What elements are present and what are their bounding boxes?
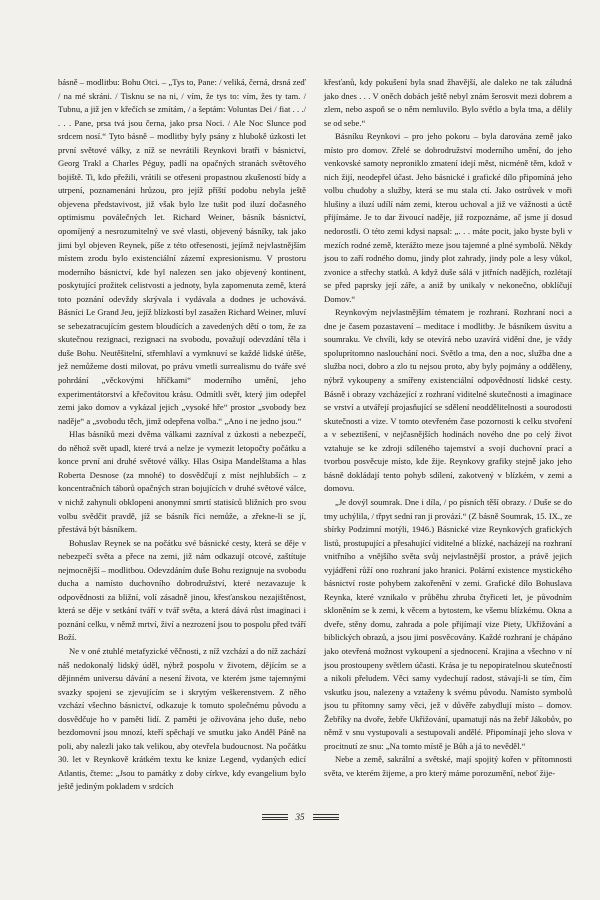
paragraph: Hlas básníků mezi dvěma válkami zazníval z úzkosti a nebezpečí, do něhož svět upadl, které trvá a nelze je vymezit letopočty počátku a konce první ani druhé světové války. Hlas Osipa Mandelštama a hlas Roberta Desnose (za mnohé) to dosvědčují z míst nejhlubších – z koncentračních táborů opačných stran bojujících v druhé světové válce, v nichž zahynuli obklopeni anonymní smrtí statisíců bližních pro svou volbu svědčit pravdě, jíž se básník říci nemůže, a zřekne-li se jí, přestává být básníkem. (58, 429, 306, 535)
paragraph: „Je dovýl soumrak. Dne i díla, / po písních těší obrazy. / Duše se do tmy uchýlila, / třpyt sední ran ji provází.“ (Z básně Soumrak, 15. IX., ze sbírky Podzimní motýli, 1946.) Básnické vize Reynkových grafických listů, prostupující a přesahující viditelné a blízké, nacházejí na rozhraní vnitřního a vnějšího světa svůj nejvlastnější prostor, a právě jejich vyjádření růží ono rozhraní jako hranici. Polární existence mystického básnictví roste pohybem zakořenění v zemi. Grafické dílo Bohuslava Reynka, které vznikalo v průběhu zhruba čtyřiceti let, je původním skloněním se k zemi, k věcem a bytostem, ke všemu blízkému. Okna a dveře, stěny domu, zahrada a pole přijímají vize Piety, Ukřižování a biblických obrazů, a jsou jimi posvěcovány. Každé rozhraní je chápáno jako otevřená možnost vykoupení a sjednocení. Krajina a všechno v ní jsou prostoupeny světlem účasti. Krása je tu nepopiratelnou skutečností a nikoli přeludem. Věci samy vydechují radost, stávají-li se tím, čím vskutku jsou, nalezeny a vztaženy k svému původu. Namísto symbolů jsou tu přítomny samy věci, jež v důvěře zabydlují místo – domov. Žebříky na dvoře, žebře Ukřižování, upamatují nás na žebř Jákobův, po němž v snu vystupovali a sestupovali andělé. Připomínají jeho slova v procitnutí ze snu: „Na tomto místě je Bůh a já to nevěděl.“ (324, 496, 572, 751)
page-footer (0, 812, 600, 822)
text-columns (58, 76, 572, 794)
paragraph: Reynkovým nejvlastnějším tématem je rozhraní. Rozhraní noci a dne je časem pozastavení – meditace i modlitby. Je básníkem úsvitu a soumraku. Ve chvíli, kdy se otevírá nebo uzavírá vidění dne, je vždy spoluprítomno naslouchání noci. Světlo a tma, den a noc, služba dne a služba noci, dobro a zlo tu nejsou proto, aby byly pojmány a odděleny, nýbrž vykoupeny a smířeny existenciální odpovědností lidské cesty. Básně i obrazy vzcházející z rozhraní viditelné skutečnosti a imaginace se vrství a utvářejí projasňující se sdělení neoddělitelnosti a sourodosti skutečnosti a vize. V tomto otevřeném čase pozornosti k celku stvoření a v sebeztišení, v nejčasnějších hodinách nového dne po celý život vztahuje se ke zdroji sdíleného tajemství a svojí duchovní prací a tvorbou posvěcuje místo, kde žije. Reynkovy grafiky stejně jako jeho básně dokládají tento pohyb sdílení, zakotvený v blízkém, v zemi a domovu. (324, 307, 572, 494)
right-column (324, 76, 572, 794)
footer-ornament-left (262, 814, 288, 820)
left-column (58, 76, 306, 794)
paragraph: Nebe a země, sakrální a světské, mají spojitý kořen v přítomnosti světa, ve kterém žijeme, a pro který máme porozumění, neboť žije- (324, 754, 572, 778)
paragraph: křesťanů, kdy pokušení byla snad žhavější, ale daleko ne tak záludná jako dnes . . . V oněch dobách ještě nebyl znám šerosvit mezi dobrem a zlem, nebo aspoň se o něm nemluvilo. Bylo světlo a byla tma, a dělily se od sebe.“ (324, 77, 572, 128)
page-number: 35 (295, 812, 305, 822)
paragraph: Bohuslav Reynek se na počátku své básnické cesty, která se děje v nebezpečí světa a přece na zemi, již nám odkazují otcové, zaštítuje nejmocnější – modlitbou. Odevzdáním duše Bohu rezignuje na svobodu ducha a namísto duchovního dobrodružství, které nezavazuje k odpovědnosti za bližní, volí zásadně jinou, křesťanskou nezajištěnost, která se děje v setkání tváří v tvář světa, a která dává růst imaginaci i poznání celku, v němž mrtví, živí a nezrození jsou to pospolu před tváří Boží. (58, 537, 306, 643)
paragraph: Ne v oné ztuhlé metafyzické věčnosti, z níž vzchází a do níž zachází náš nedokonalý lidský úděl, nýbrž pospolu v životem, dějícím se a dějinném universu dávání a nesení života, ve kterém jsme tajemnými svazky spojeni se zjevujícím se i skrytým veškerenstvem. Z něho vzchází všechno básnictví, odkazuje k tomuto společnému původu a dosvědčuje ho v paměti lidí. Z paměti je oživována jeho duše, nebo bezdomovní jsou mnozí, kteří spěchají ve smutku jako Anděl Páně na poli, aby nalezli jako tak velikou, aby otevřela budoucnost. Na počátku 30. let v Reynkově krátkém textu ke knize Legend, vydaných edicí Atlantis, čteme: „Jsou to památky z doby církve, kdy evangelium bylo ještě jediným pokladem v srdcích (58, 645, 306, 792)
paragraph: Básníku Reynkovi – pro jeho pokoru – byla darována země jako místo pro domov. Zřelé se dobrodružství moderního umění, do jeho venkovské samoty neproniklo zmatení idejí měst, nicméně těm, kdož v nich žijí, neodepřel účast. Jeho básnické i grafické dílo připomíná jeho volbu chudoby a služby, která se mu stala ctí. Jako ostrůvek v moři hlušiny a iluzí udílí nám zemi, kterou uchoval a již ve vážnosti a úctě přijímáme. Je to dar živoucí naděje, již rozpoznáme, ač jsme jí dosud nedorostli. O této zemi kdysi napsal: „. . . máte pocit, jako byste byli v mezích rodné země, kterážto meze jsou tajemné a plné symbolů. Někdy jsou to zaří rodného domu, jindy plot zahrady, jindy pole a lesy vůkol, zvonice a střechy statků. A když duše sálá v jitřních nadějích, rozlétají se před paprsky její záře, a aniž by unikaly v nekonečno, obklíčují Domov.“ (324, 131, 572, 304)
paragraph: básně – modlitbu: Bohu Otci. – „Tys to, Pane: / veliká, černá, drsná zeď / na mé skráni. / Tisknu se na ni, / vím, že tys to: vím, žes ty tam. / Tubnu, a již jen v křečích se zmítám, / a šeptám: Voluntas Dei / fiat . . ./ . . . Pane, prsa tvá jsou černa, jako prsa Noci. / Ale Noc Slunce pod srdcem nosí.“ Tyto básně – modlitby byly psány z hlubokě úzkosti let první světové války, z níž se nevrátili Reynkovi bratři v básnictví, Georg Trakl a Charles Péguy, padlí na opačných stranách světového bojiště. Ti, kdo přežili, vrátili se otřeseni propastnou zkušeností bídy a utrpení, poznamenáni hrůzou, pro jejíž příští podobu nebyla ještě objevena představivost, již však bylo lze tušit pod iluzí dočasného optimismu poválečných let. Richard Weiner, básník básnictví, opomíjený a nesrozumitelný ve své vlasti, objevený básníky, tak jako jimi byl objeven Reynek, píše z této otřesenosti, jejímž nejvlastnějším místem zrodu bylo existenciální zázemí expresionismu. V prostoru moderního básnictví, kde byl nalezen sen jako objevený kontinent, poskytující prožitek celistvosti a jednoty, byla zapomenuta země, která toto poznání odevždy skrývala i vydávala a dodnes je uchovává. Básníci Le Grand Jeu, jejíž blízkostí byl zasažen Richard Weiner, mluví se sebezatracujícím gestem bloudících a zavedených dětí o tom, že za skutečnou rezignaci, rezignaci na svobodu, považují odevzdání těla i duše Bohu. Neutěšitelní, střemhlaví a vymknuví se každé lidské útěše, jež nemůžeme dosti milovat, po právu vmetli surrealismu do tváře své pohrdání „věckovými hříčkami“ moderního umění, jeho experimentátorství a křečovitou krásu. Odmítli svět, který jim odepřel zemi jako domov a vykázal jejich „vysoké hře“ prostor „svobody bez naděje“ a „svobodu těch, jimž odepřena volba.“ „Ano i ne jedno jsou.“ (58, 77, 306, 426)
footer-ornament-right (313, 814, 339, 820)
